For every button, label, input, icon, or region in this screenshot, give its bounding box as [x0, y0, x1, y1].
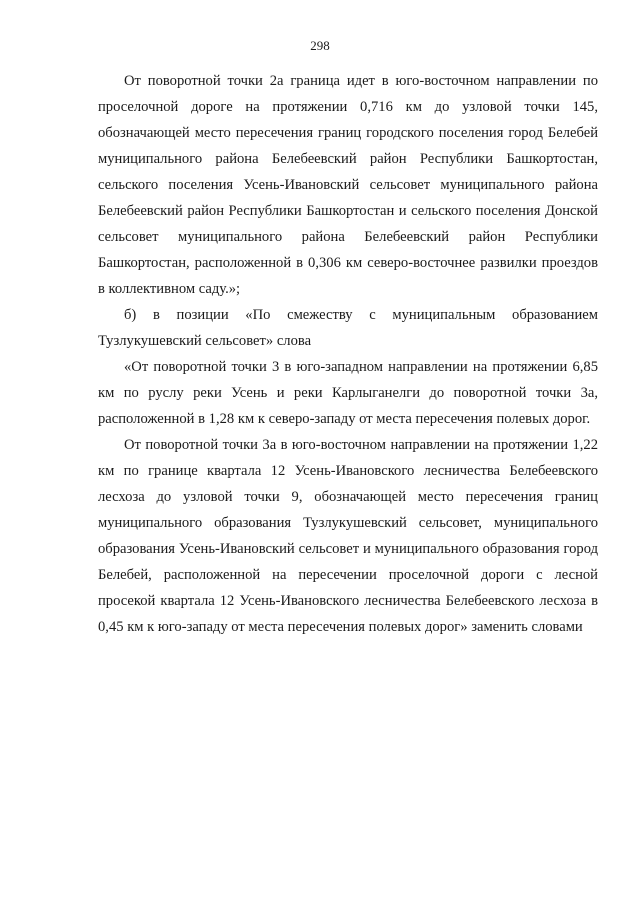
paragraph-boundary-point-2a: От поворотной точки 2а граница идет в юго-восточном направлении по проселочной дороге на протяжении 0,716 км до узловой точки 145, обозначающей место пересечения границ городского поселения город Белебей муниципального района Белебеевский район Республики Башкортостан, сельского поселения Усень-Ивановский сельсовет муниципального района Белебеевский район Республики Башкортостан и сельского поселения Донской сельсовет муниципального района Белебеевский район Республики Башкортостан, расположенной в 0,306 км северо-восточнее развилки проездов в коллективном саду.»;: [98, 73, 598, 297]
document-body: [98, 68, 598, 640]
paragraph-boundary-point-3: «От поворотной точки 3 в юго-западном направлении на протяжении 6,85 км по руслу реки Усень и реки Карлыганелги до поворотной точки 3а, расположенной в 1,28 км к северо-западу от места пересечения полевых дорог.: [98, 359, 598, 427]
paragraph-item-b: б) в позиции «По смежеству с муниципальным образованием Тузлукушевский сельсовет» слова: [98, 307, 598, 349]
paragraph-boundary-point-3a: От поворотной точки 3а в юго-восточном направлении на протяжении 1,22 км по границе квартала 12 Усень-Ивановского лесничества Белебеевского лесхоза до узловой точки 9, обозначающей место пересечения границ муниципального образования Тузлукушевский сельсовет, муниципального образования Усень-Ивановский сельсовет и муниципального образования город Белебей, расположенной на пересечении проселочной дороги с лесной просекой квартала 12 Усень-Ивановского лесничества Белебеевского лесхоза в 0,45 км к юго-западу от места пересечения полевых дорог» заменить словами: [98, 437, 598, 635]
page-number: 298: [310, 38, 330, 53]
